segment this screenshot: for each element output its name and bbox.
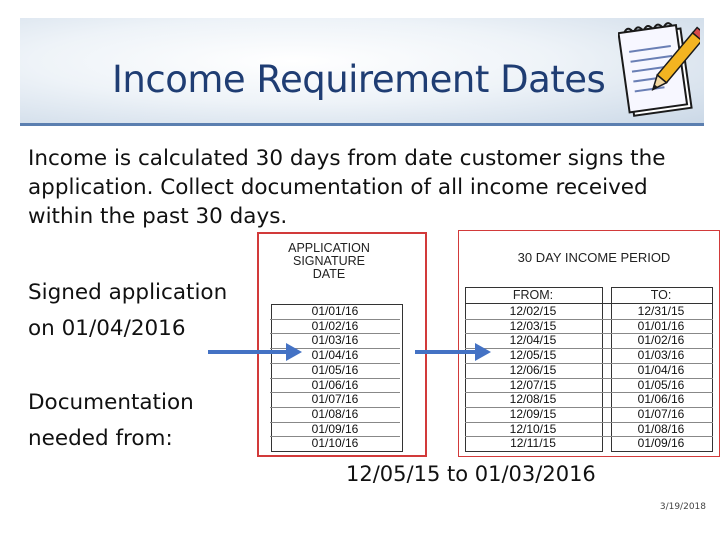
signature-date-cell: 01/02/16 [311,318,359,333]
to-date-cell: 01/09/16 [637,436,685,451]
row-divider [465,333,713,334]
banner-underline [20,123,704,126]
row-divider [270,378,400,379]
documentation-line-1: Documentation [28,390,194,415]
signed-line-1: Signed application [28,280,228,305]
row-divider [465,363,713,364]
from-date-cell: 12/04/15 [509,333,557,348]
from-date-cell: 12/07/15 [509,377,557,392]
to-date-cell: 01/06/16 [637,392,685,407]
to-date-cell: 01/04/16 [637,362,685,377]
income-period-header: 30 DAY INCOME PERIOD [517,250,671,265]
row-divider [465,407,713,408]
from-date-cell: 12/02/15 [509,304,557,318]
row-divider [465,422,713,423]
row-divider [270,392,400,393]
row-divider [465,392,713,393]
from-date-cell: 12/05/15 [509,348,557,363]
row-divider [465,378,713,379]
documentation-text [28,385,194,457]
row-divider [465,319,713,320]
from-date-cell: 12/09/15 [509,406,557,421]
signature-date-header: APPLICATION SIGNATURE DATE [288,241,370,281]
slide-title: Income Requirement Dates [112,58,606,101]
from-date-cell: 12/08/15 [509,392,557,407]
intro-paragraph: Income is calculated 30 days from date customer signs the application. Collect documentation of all income received within the past 30 days. [28,146,666,229]
row-divider [465,348,713,349]
from-date-arrow [413,338,493,366]
signature-date-cell: 01/03/16 [311,333,359,348]
to-date-cell: 01/01/16 [637,318,685,333]
row-divider [270,333,400,334]
row-divider [465,436,713,437]
signature-date-cell: 01/01/16 [311,304,359,318]
to-date-cell: 01/07/16 [637,406,685,421]
to-date-cell: 12/31/15 [637,304,685,318]
signature-date-cell: 01/10/16 [311,436,359,451]
from-date-cell: 12/10/15 [509,421,557,436]
to-date-cell: 01/08/16 [637,421,685,436]
signed-application-text [28,275,227,347]
signature-date-cell: 01/07/16 [311,392,359,407]
to-label: TO: [650,288,672,302]
signed-date-arrow [206,338,304,366]
row-divider [270,436,400,437]
footer-date: 3/19/2018 [659,502,706,512]
signature-date-cell: 01/06/16 [311,377,359,392]
from-date-cell: 12/06/15 [509,362,557,377]
signature-date-cell: 01/08/16 [311,406,359,421]
notepad-pencil-icon [618,18,700,122]
row-divider [270,319,400,320]
from-date-cell: 12/03/15 [509,318,557,333]
signature-date-cell: 01/09/16 [311,421,359,436]
to-date-cell: 01/02/16 [637,333,685,348]
signed-line-2: on 01/04/2016 [28,316,186,341]
row-divider [270,422,400,423]
from-date-cell: 12/11/15 [510,436,556,451]
to-date-cell: 01/05/16 [637,377,685,392]
from-label: FROM: [512,288,554,302]
signature-date-cell: 01/05/16 [311,362,359,377]
documentation-range: 12/05/15 to 01/03/2016 [346,462,596,486]
to-date-cell: 01/03/16 [637,348,685,363]
signature-date-cell: 01/04/16 [311,348,359,363]
documentation-line-2: needed from: [28,426,173,451]
row-divider [270,407,400,408]
